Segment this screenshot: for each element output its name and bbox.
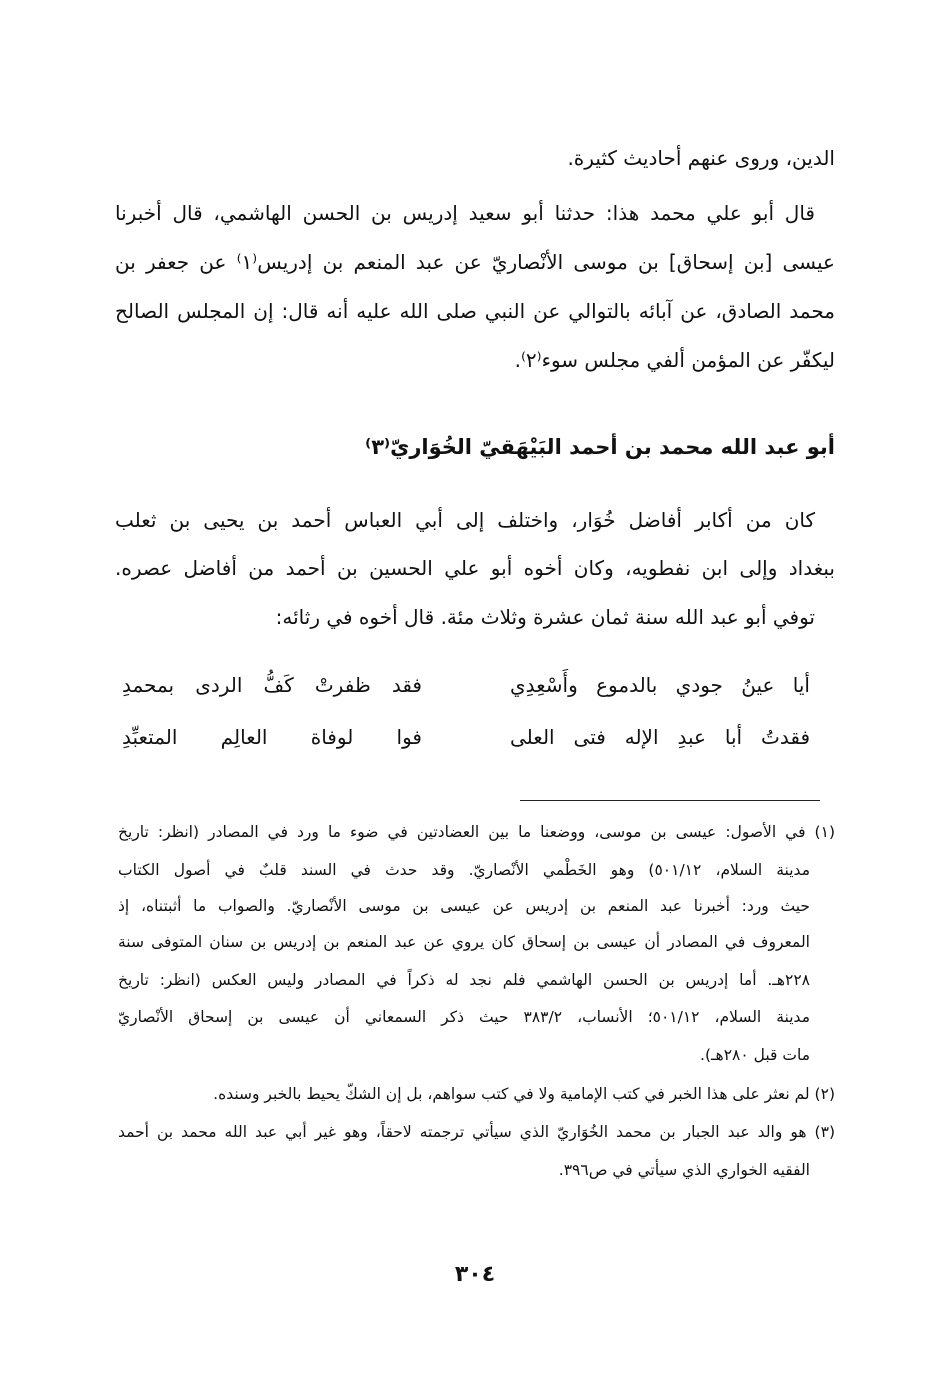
body-line: الدين، وروى عنهم أحاديث كثيرة. (567, 146, 835, 170)
footnote-line: المعروف في المصادر أن عيسى بن إسحاق كان يروي عن عبد المنعم بن إدريس بن سنان المتوفى سنة (118, 933, 810, 951)
body-line: كان من أكابر أفاضل خُوَار، واختلف إلى أبي العباس أحمد بن يحيى بن ثعلب (115, 508, 815, 532)
body-line: توفي أبو عبد الله سنة ثمان عشرة وثلاث مئة. قال أخوه في رثائه: (275, 605, 815, 629)
footnote-line: الفقيه الخواري الذي سيأتي في ص٣٩٦. (558, 1161, 810, 1179)
footnote-line: ٢٢٨هـ. أما إدريس بن الحسن الهاشمي فلم نجد له ذكراً في المصادر وليس العكس (انظر: تاريخ (118, 971, 810, 989)
footnote-line: حيث ورد: أخبرنا عبد المنعم بن إدريس عن عيسى بن موسى الأنْصاريّ. والصواب ما أثبتناه، إذ (118, 897, 810, 915)
body-line: عيسى [بن إسحاق] بن موسى الأنْصاريّ عن عبد المنعم بن إدريس⁽١⁾ عن جعفر بن (115, 250, 835, 274)
verse-hemistich: فقدتُ أبا عبدِ الإله فتى العلى (510, 725, 810, 749)
footnote-line: (١) في الأصول: عيسى بن موسى، ووضعنا ما بين العضادتين في ضوء ما ورد في المصادر (انظر: تاريخ (118, 823, 835, 841)
page-number: ٣٠٤ (454, 1262, 496, 1287)
body-line: قال أبو علي محمد هذا: حدثنا أبو سعيد إدريس بن الحسن الهاشمي، قال أخبرنا (115, 201, 815, 225)
body-line: محمد الصادق، عن آبائه بالتوالي عن النبي صلى الله عليه أنه قال: إن المجلس الصالح (115, 299, 835, 323)
section-heading: أبو عبد الله محمد بن أحمد البَيْهَقيّ الخُوَاريّ⁽٣⁾ (365, 435, 835, 459)
footnote-line: (٣) هو والد عبد الجبار بن محمد الخُوَاريّ الذي سيأتي ترجمته لاحقاً، وهو غير أبي عبد الله محمد بن أحمد (118, 1123, 835, 1141)
verse-hemistich: فوا لوفاة العالِم المتعبِّدِ (122, 725, 422, 749)
body-line: ليكفّر عن المؤمن ألفي مجلس سوء⁽٢⁾. (514, 348, 835, 372)
footnote-line: مدينة السلام، ٥٠١/١٢) وهو الخَطْمي الأنْصاريّ. وقد حدث في السند قلبٌ في أصول الكتاب (118, 861, 810, 879)
footnote-line: (٢) لم نعثر على هذا الخبر في كتب الإمامية ولا في كتب سواهم، بل إن الشكّ يحيط بالخبر وسنده. (213, 1085, 835, 1103)
verse-hemistich: فقد ظفرتْ كَفُّ الردى بمحمدِ (122, 673, 422, 697)
footnote-line: مدينة السلام، ٥٠١/١٢؛ الأنساب، ٣٨٣/٢ حيث ذكر السمعاني أن عيسى بن إسحاق الأنْصاريّ (118, 1008, 810, 1026)
verse-hemistich: أيا عينُ جودي بالدموع وأَسْعِدِي (510, 673, 810, 697)
footnote-divider (520, 800, 820, 801)
body-line: ببغداد وإلى ابن نفطويه، وكان أخوه أبو علي الحسين بن أحمد من أفاضل عصره. (115, 556, 835, 580)
footnote-line: مات قبل ٢٨٠هـ). (700, 1046, 810, 1064)
